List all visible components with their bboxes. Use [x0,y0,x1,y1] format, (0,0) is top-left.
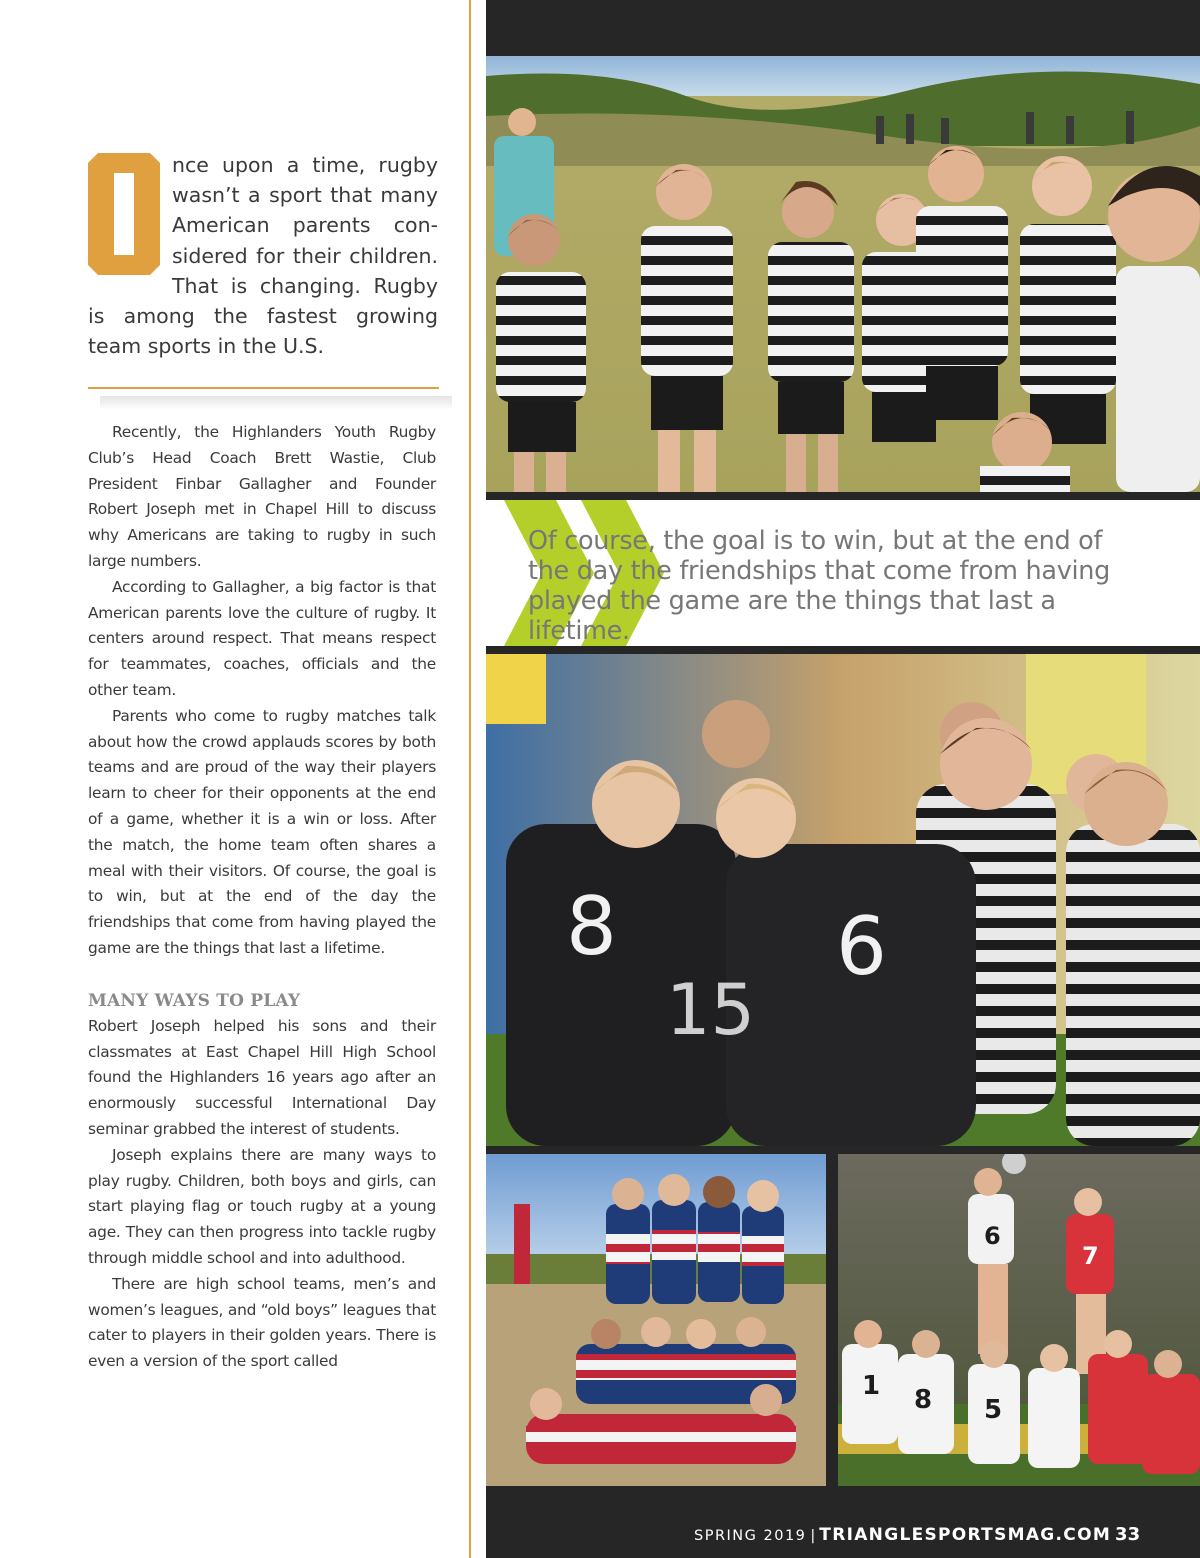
column-divider-line [469,0,471,1558]
jersey-number: 6 [836,900,887,993]
paragraph: Robert Joseph helped his sons and their classmates at East Chapel Hill High School found the Highlanders 16 years ago after an enormously successful International Day seminar grabbed the interest of students. [88,1016,436,1138]
paragraph: Joseph explains there are many ways to play rugby. Children, both boys and girls, can start playing flag or touch rugby at a young age. They can then progress into tackle rugby through middle school and into adulthood. [88,1145,436,1267]
article-body [88,420,436,1375]
intro-block [88,150,438,361]
paragraph: Parents who come to rugby matches talk about how the crowd applauds scores by both teams and are proud of the way their players learn to cheer for their opponents at the end of a game, whether it is a win or loss. After the match, the home team often shares a meal with their visitors. Of course, the goal is to win, but at the end of the day the friendships that come from having played the game are the things that last a lifetime. [88,706,436,957]
jersey-number: 8 [914,1385,933,1415]
section-heading: MANY WAYS TO PLAY [88,990,301,1011]
intro-divider-shadow [100,396,452,410]
jersey-number: 8 [566,880,617,973]
magazine-website: TRIANGLESPORTSMAG.COM [819,1525,1112,1545]
photo-team-striped-jerseys [486,56,1200,492]
drop-cap [88,153,160,275]
intro-divider [88,387,439,389]
jersey-number: 1 [862,1371,881,1401]
photo-team-huddle [486,654,1200,1146]
jersey-number: 5 [984,1395,1003,1425]
jersey-number: 15 [666,969,756,1051]
issue-season: SPRING 2019 [694,1528,807,1544]
page-footer [694,1524,1140,1554]
jersey-number: 7 [1082,1242,1099,1270]
jersey-number: 6 [984,1222,1001,1250]
page-number: 33 [1115,1524,1141,1545]
drop-cap-letter [88,153,160,275]
intro-paragraph [88,150,438,361]
intro-text: nce upon a time, rugby wasn’t a sport that many American parents considered for their children. That is changing. Rugby is among the fastest growing team sports in the U.S. [88,153,438,359]
photo-girls-team [486,1154,826,1486]
paragraph: According to Gallagher, a big factor is that American parents love the culture of rugby. It centers around respect. That means respect for teammates, coaches, officials and the other team. [88,577,436,699]
paragraph: Recently, the Highlanders Youth Rugby Club’s Head Coach Brett Wastie, Club President Finbar Gallagher and Founder Robert Joseph met in Chapel Hill to discuss why Americans are taking to rugby in such large numbers. [88,423,436,570]
footer-separator: | [810,1528,816,1544]
paragraph: There are high school teams, men’s and women’s leagues, and “old boys” leagues that cater to players in their golden years. There is even a version of the sport called [88,1274,436,1371]
photo-lineout [838,1154,1200,1486]
pull-quote: Of course, the goal is to win, but at the end of the day the friendships that come from having played the game are the things that last a lifetime. [528,526,1111,646]
